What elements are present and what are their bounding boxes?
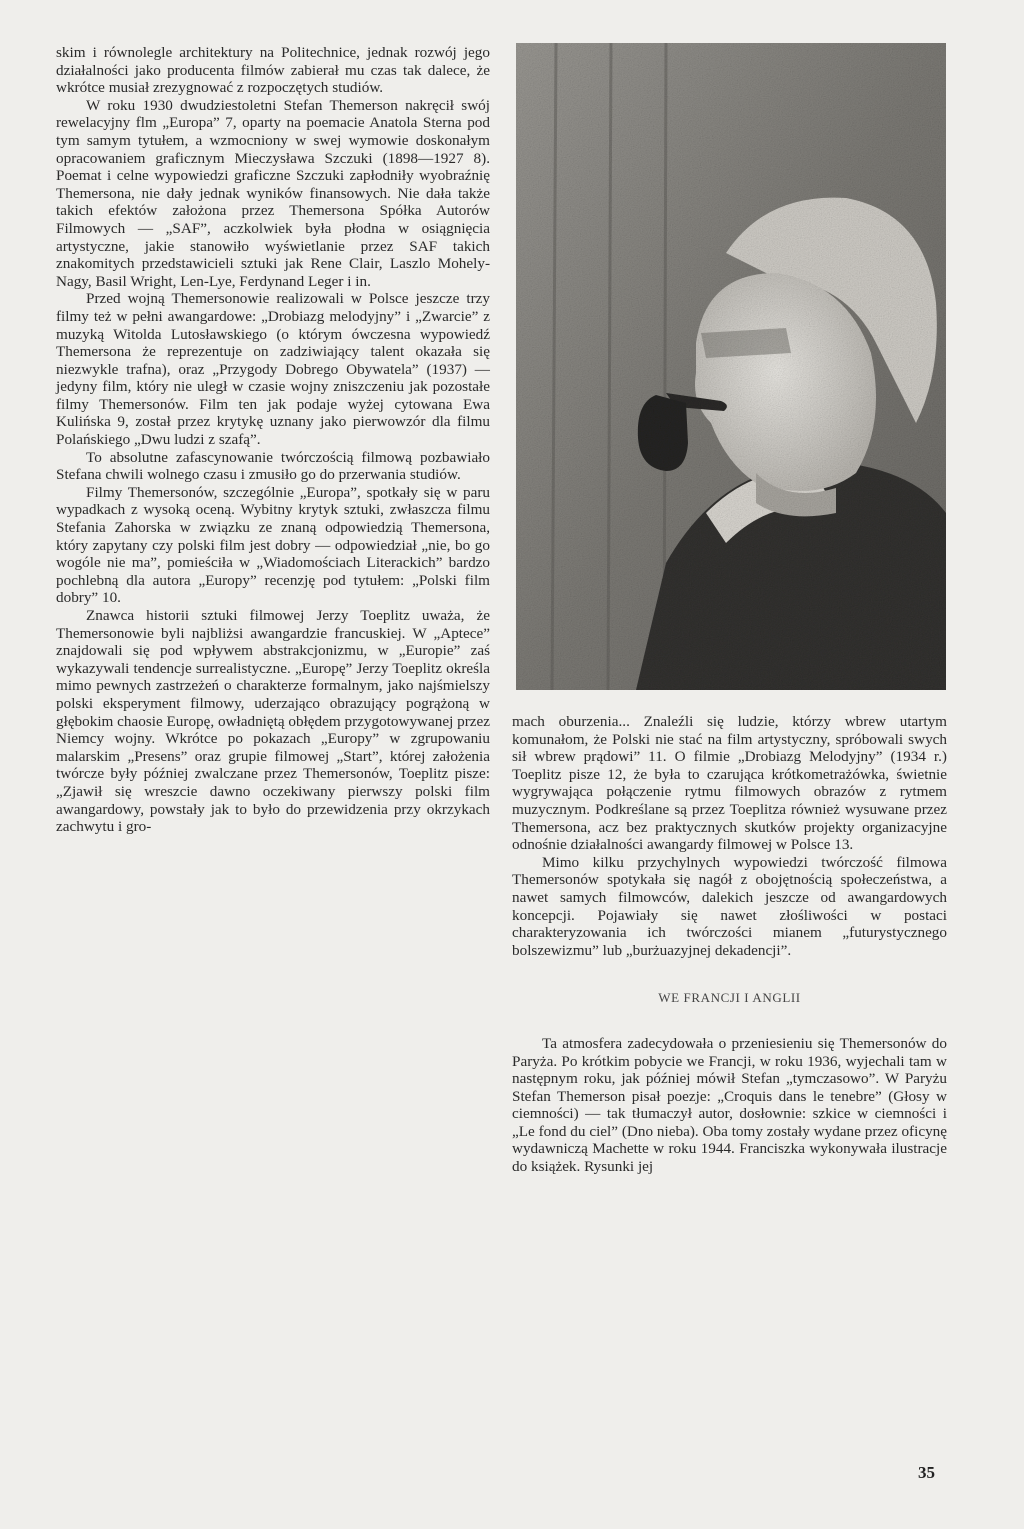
left-column xyxy=(56,44,490,836)
right-column xyxy=(512,713,947,1176)
paragraph: W roku 1930 dwudziestoletni Stefan Themerson nakręcił swój rewelacyjny flm „Europa” 7, oparty na poemacie Anatola Sterna pod tym samym tytułem, a wzmocniony w swej wymowie doskonałym opracowaniem graficznym Mieczysława Szczuki (1898—1927 8). Poemat i celne wypowiedzi graficzne Szczuki zapłodniły wyobraźnię Themersona, nie dały jednak wyników finansowych. Nie dała także takich efektów założona przez Themersona Spółka Autorów Filmowych — „SAF”, aczkolwiek była płodna w osiągnięcia artystyczne, jakie stanowiło wyświetlanie przez SAF takich znakomitych przedstawicieli sztuki jak Rene Clair, Laszlo Mohely-Nagy, Basil Wright, Len-Lye, Ferdynand Leger i in. xyxy=(56,96,490,290)
paragraph: skim i równolegle architektury na Politechnice, jednak rozwój jego działalności jako producenta filmów zabierał mu czas tak dalece, że wkrótce musiał zrezygnować z rozpoczętych studiów. xyxy=(56,44,490,97)
paragraph: Ta atmosfera zadecydowała o przeniesieniu się Themersonów do Paryża. Po krótkim pobycie we Francji, w roku 1936, wyjechali tam w następnym roku, jak później mówił Stefan „tymczasowo”. W Paryżu Stefan Themerson pisał poezje: „Croquis dans le tenebre” (Głosy w ciemności) — tak tłumaczył autor, dosłownie: szkice w ciemności i „Le fond du ciel” (Dno nieba). Oba tomy zostały wydane przez oficynę wydawniczą Machette w roku 1944. Franciszka wykonywała ilustracje do książek. Rysunki jej xyxy=(512,1034,947,1176)
paragraph: Filmy Themersonów, szczególnie „Europa”, spotkały się w paru wypadkach z wysoką oceną. Wybitny krytyk sztuki, zwłaszcza filmu Stefania Zahorska w związku ze znaną odpowiedzią Themersona, który zapytany czy polski film jest dobry — odpowiedział „nie, bo go wogóle nie ma”, pomieściła w „Wiadomościach Literackich” bardzo pochlebną dla autora „Europy” recenzję pod tytułem: „Polski film dobry” 10. xyxy=(56,483,490,607)
page-number: 35 xyxy=(918,1463,935,1482)
paragraph: To absolutne zafascynowanie twórczością filmową pozbawiało Stefana chwili wolnego czasu i zmusiło go do przerwania studiów. xyxy=(56,448,490,484)
paragraph: Przed wojną Themersonowie realizowali w Polsce jeszcze trzy filmy też w pełni awangardowe: „Drobiazg melodyjny” i „Zwarcie” z muzyką Witolda Lutosławskiego (o którym ówczesna wypowiedź Themersona że reprezentuje on zadziwiający talent okazała się niezwykle trafna), oraz „Przygody Dobrego Obywatela” (1937) — jedyny film, który nie uległ w czasie wojny zniszczeniu jak pozostałe filmy Themersonów. Film ten jak podaje wyżej cytowana Ewa Kulińska 9, został przez krytykę uznany jako pierwowzór dla filmu Polańskiego „Dwu ludzi z szafą”. xyxy=(56,290,490,449)
section-heading: WE FRANCJI I ANGLII xyxy=(658,990,801,1006)
paragraph: Mimo kilku przychylnych wypowiedzi twórczość filmowa Themersonów spotykała się nagół z obojętnością społeczeństwa, a nawet samych filmowców, dalekich jeszcze od awangardowych koncepcji. Pojawiały się nawet złośliwości w postaci charakteryzowania ich twórczości mianem „futurystycznego bolszewizmu” lub „burżuazyjnej dekadencji”. xyxy=(512,853,947,959)
portrait-photo xyxy=(516,43,946,690)
paragraph: mach oburzenia... Znaleźli się ludzie, którzy wbrew utartym komunałom, że Polski nie stać na film artystyczny, spróbowali swych sił wbrew prądowi” 11. O filmie „Drobiazg Melodyjny” (1934 r.) Toeplitz pisze 12, że była to czarująca krótkometrażówka, świetnie wygrywająca połączenie rytmu filmowych obrazów z rytmem muzycznym. Podkreślane są przez Toeplitza również wysuwane przez Themersona, acz bez praktycznych skutków projekty organizacyjne odnośnie działalności awangardy filmowej w Polsce 13. xyxy=(512,713,947,854)
paragraph: Znawca historii sztuki filmowej Jerzy Toeplitz uważa, że Themersonowie byli najbliżsi awangardzie francuskiej. W „Aptece” znajdowali się pod wpływem abstrakcjonizmu, w „Europie” zaś wykazywali tendencje surrealistyczne. „Europę” Jerzy Toeplitz określa mimo pewnych zastrzeżeń o charakterze formalnym, jako najśmielszy polski eksperyment filmowy, uderzająco obrazujący pogrążoną w głębokim chaosie Europę, owładniętą obłędem przygotowywanej przez Niemcy wojny. Wkrótce po pokazach „Europy” w zgrupowaniu malarskim „Presens” oraz grupie filmowej „Start”, której założenia twórcze były później zwalczane przez Themersonów, Toeplitz pisze: „Zjawił się wreszcie dawno oczekiwany pierwszy polski film awangardowy, powstały jak to było do przewidzenia przy okrzykach zachwytu i gro- xyxy=(56,607,490,836)
